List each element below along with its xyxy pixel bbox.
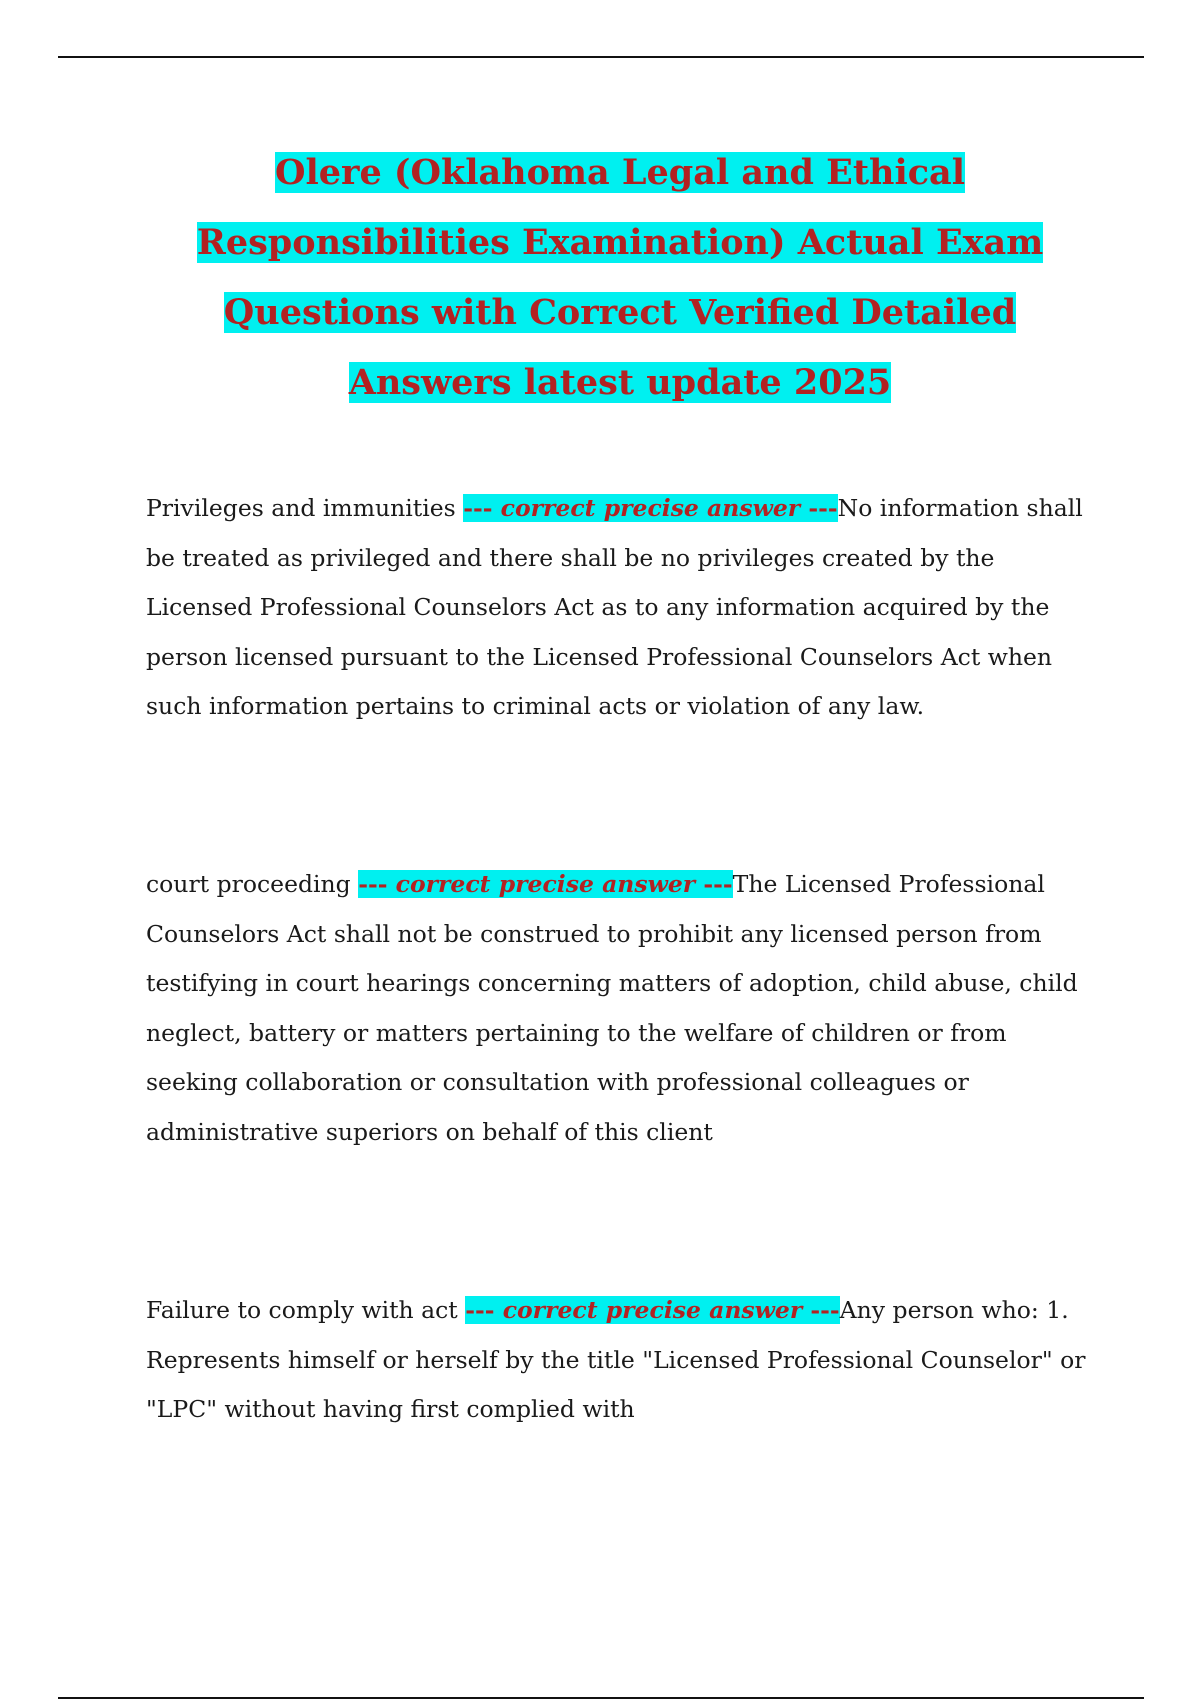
marker-dashes: --- <box>463 494 493 522</box>
answer-marker <box>465 1296 839 1324</box>
answer-text: The Licensed Professional Counselors Act shall not be construed to prohibit any licensed person from testifying in court hearings concerning matters of adoption, child abuse, child neglect, battery or matters pertaining to the welfare of children or from seeking collaboration or consultation with professional colleagues or administrative superiors on behalf of this client <box>146 870 1078 1146</box>
question-term: Privileges and immunities <box>146 494 456 522</box>
answer-text: No information shall be treated as privileged and there shall be no privileges created by the Licensed Professional Counselors Act as to any information acquired by the person licensed pursuant to the Licensed Professional Counselors Act when such information pertains to criminal acts or violation of any law. <box>146 494 1083 720</box>
marker-dashes: --- <box>810 1296 840 1324</box>
marker-label: correct precise answer <box>500 494 801 522</box>
answer-marker <box>358 870 732 898</box>
marker-label: correct precise answer <box>395 870 696 898</box>
answer-text: Any person who: 1. Represents himself or herself by the title "Licensed Professional Counselor" or "LPC" without having first complied with <box>146 1296 1086 1423</box>
answer-marker <box>463 494 837 522</box>
title-line: Answers latest update 2025 <box>348 362 892 403</box>
marker-dashes: --- <box>703 870 733 898</box>
marker-dashes: --- <box>808 494 838 522</box>
marker-label: correct precise answer <box>502 1296 803 1324</box>
question-term: court proceeding <box>146 870 351 898</box>
title-line: Olere (Oklahoma Legal and Ethical <box>274 152 966 193</box>
marker-dashes: --- <box>358 870 388 898</box>
document-title <box>140 138 1100 418</box>
title-line: Responsibilities Examination) Actual Exam <box>196 222 1044 263</box>
marker-dashes: --- <box>465 1296 495 1324</box>
qa-entry <box>146 1286 1086 1435</box>
footer-rule <box>58 1697 1144 1699</box>
qa-entry <box>146 860 1086 1157</box>
header-rule <box>58 56 1144 58</box>
question-term: Failure to comply with act <box>146 1296 458 1324</box>
title-line: Questions with Correct Verified Detailed <box>223 292 1017 333</box>
qa-entry <box>146 484 1086 732</box>
